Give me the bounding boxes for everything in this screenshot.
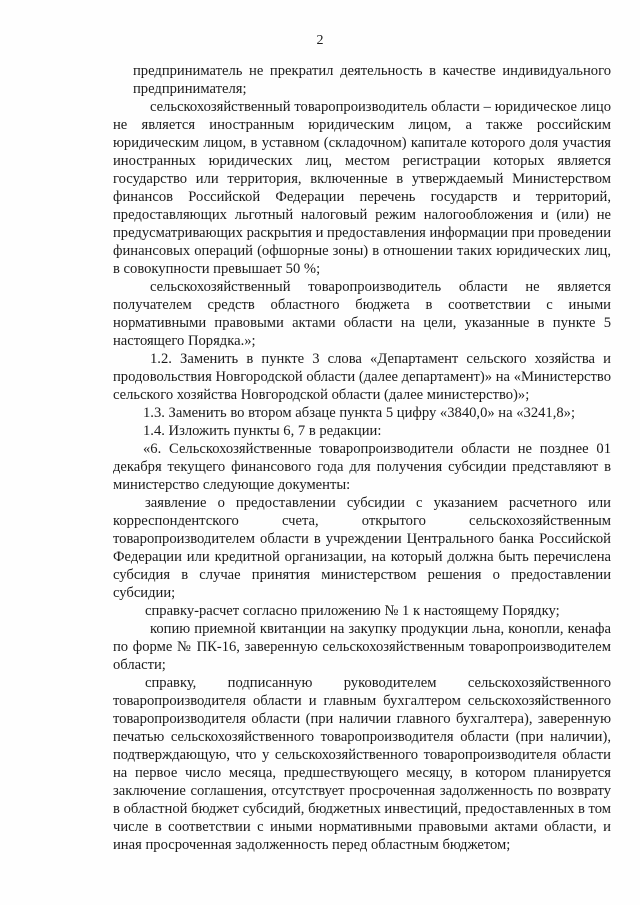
paragraph-item-1-4: 1.4. Изложить пункты 6, 7 в редакции: (143, 423, 382, 439)
paragraph-debt-certificate: справку, подписанную руководителем сельскохозяйственного товаропроизводителя области и главным бухгалтером сельскохозяйственного товаропроизводителя области (при наличии главного бухгалтера), заверенную печатью сельскохозяйственного товаропроизводителя области (при наличии), подтверждающую, что у сельскохозяйственного товаропроизводителя области на первое число месяца, предшествующего месяцу, в котором планируется заключение соглашения, отсутствует просроченная задолженность по возврату в областной бюджет субсидий, бюджетных инвестиций, предоставленных в том числе в соответствии с иными нормативными правовыми актами области, и иная просроченная задолженность перед областным бюджетом; (113, 675, 611, 853)
page-number: 2 (316, 33, 324, 48)
paragraph-receipt-copy: копию приемной квитанции на закупку продукции льна, конопли, кенафа по форме № ПК-16, заверенную сельскохозяйственным товаропроизводителем области; (113, 621, 611, 673)
paragraph-calculation-certificate: справку-расчет согласно приложению № 1 к настоящему Порядку; (145, 603, 560, 619)
document-body (113, 62, 611, 854)
paragraph-continuation: предприниматель не прекратил деятельность в качестве индивидуального предпринимателя; (133, 63, 611, 97)
paragraph-application: заявление о предоставлении субсидии с указанием расчетного или корреспондентского счета, открытого сельскохозяйственным товаропроизводителем области в учреждении Центрального банка Российской Федерации или кредитной организации, на который должна быть перечислена субсидия в случае принятия министерством решения о предоставлении субсидии; (113, 495, 611, 601)
paragraph-legal-entity-condition: сельскохозяйственный товаропроизводитель области – юридическое лицо не является иностранным юридическим лицом, а также российским юридическим лицом, в уставном (складочном) капитале которого доля участия иностранных юридических лиц, местом регистрации которых является государство или территория, включенные в утверждаемый Министерством финансов Российской Федерации перечень государств и территорий, предоставляющих льготный налоговый режим налогообложения и (или) не предусматривающих раскрытия и предоставления информации при проведении финансовых операций (офшорные зоны) в отношении таких юридических лиц, в совокупности превышает 50 %; (113, 99, 611, 277)
paragraph-not-recipient-condition: сельскохозяйственный товаропроизводитель области не является получателем средств областного бюджета в соответствии с иными нормативными правовыми актами области на цели, указанные в пункте 5 настоящего Порядка.»; (113, 279, 611, 349)
paragraph-point-6: «6. Сельскохозяйственные товаропроизводители области не позднее 01 декабря текущего финансового года для получения субсидии представляют в министерство следующие документы: (113, 441, 611, 493)
paragraph-item-1-2: 1.2. Заменить в пункте 3 слова «Департамент сельского хозяйства и продовольствия Новгородской области (далее департамент)» на «Министерство сельского хозяйства Новгородской области (далее министерство)»; (113, 351, 611, 403)
paragraph-item-1-3: 1.3. Заменить во втором абзаце пункта 5 цифру «3840,0» на «3241,8»; (143, 405, 576, 421)
